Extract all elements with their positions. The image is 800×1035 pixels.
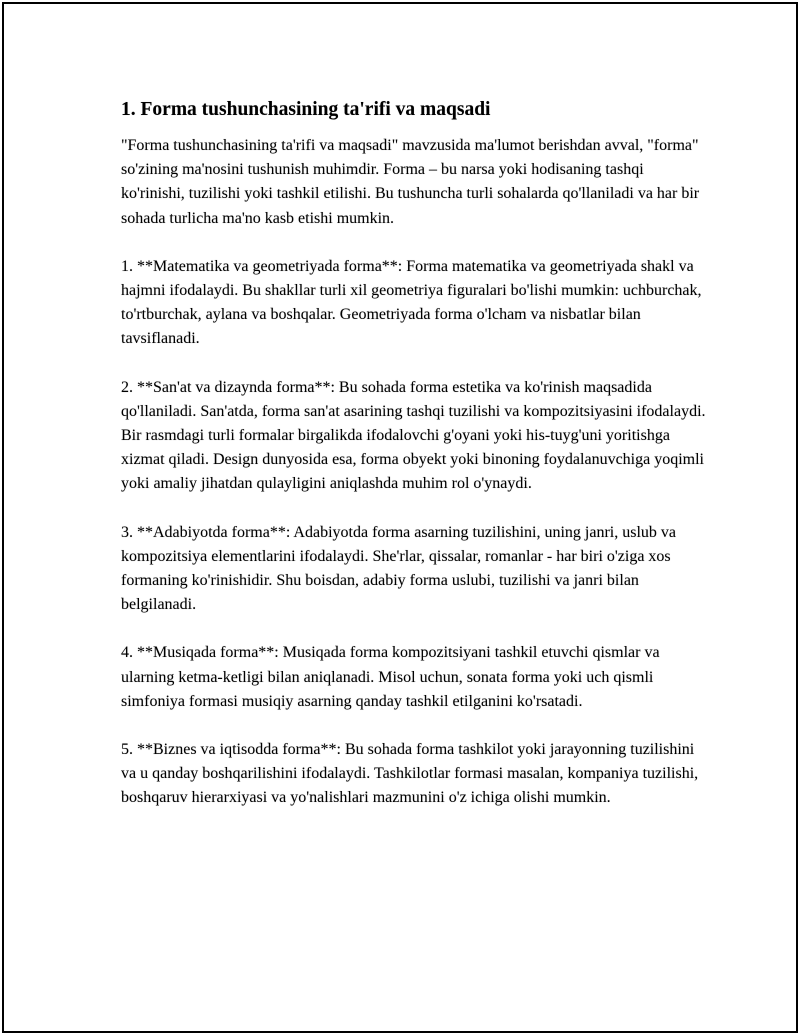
document-body (121, 98, 711, 811)
paragraph-music: 4. **Musiqada forma**: Musiqada forma kompozitsiyani tashkil etuvchi qismlar va ularning ketma-ketligi bilan aniqlanadi. Misol uchun, sonata forma yoki uch qismli simfoniya formasi musiqiy asarning qanday tashkil etilganini ko'rsatadi. (121, 644, 660, 710)
paragraph-art-design: 2. **San'at va dizaynda forma**: Bu sohada forma estetika va ko'rinish maqsadida qo'llaniladi. San'atda, forma san'at asarining tashqi tuzilishi va kompozitsiyasini ifodalaydi. Bir rasmdagi turli formalar birgalikda ifodalovchi g'oyani yoki his-tuyg'uni yoritishga xizmat qiladi. Design dunyosida esa, forma obyekt yoki binoning foydalanuvchiga yoqimli yoki amaliy jihatdan qulayligini aniqlashda muhim rol o'ynaydi. (121, 378, 706, 493)
paragraph-business: 5. **Biznes va iqtisodda forma**: Bu sohada forma tashkilot yoki jarayonning tuzilishini va u qanday boshqarilishini ifodalaydi. Tashkilotlar formasi masalan, kompaniya tuzilishi, boshqaruv hierarxiyasi va yo'nalishlari mazmunini o'z ichiga olishi mumkin. (121, 741, 699, 807)
section-heading: 1. Forma tushunchasining ta'rifi va maqsadi (121, 99, 491, 120)
paragraph-literature: 3. **Adabiyotda forma**: Adabiyotda forma asarning tuzilishini, uning janri, uslub va kompozitsiya elementlarini ifodalaydi. She'rlar, qissalar, romanlar - har biri o'ziga xos formaning ko'rinishidir. Shu boisdan, adabiy forma uslubi, tuzilishi va janri bilan belgilanadi. (121, 523, 677, 614)
intro-paragraph: "Forma tushunchasining ta'rifi va maqsadi" mavzusida ma'lumot berishdan avval, "forma" so'zining ma'nosini tushunish muhimdir. Forma – bu narsa yoki hodisaning tashqi ko'rinishi, tuzilishi yoki tashkil etilishi. Bu tushuncha turli sohalarda qo'llaniladi va har bir sohada turlicha ma'no kasb etishi mumkin. (121, 137, 700, 227)
document-page (2, 2, 798, 1033)
paragraph-mathematics: 1. **Matematika va geometriyada forma**: Forma matematika va geometriyada shakl va hajmni ifodalaydi. Bu shakllar turli xil geometriya figuralari bo'lishi mumkin: uchburchak, to'rtburchak, aylana va boshqalar. Geometriyada forma o'lcham va nisbatlar bilan tavsiflanadi. (121, 257, 702, 348)
